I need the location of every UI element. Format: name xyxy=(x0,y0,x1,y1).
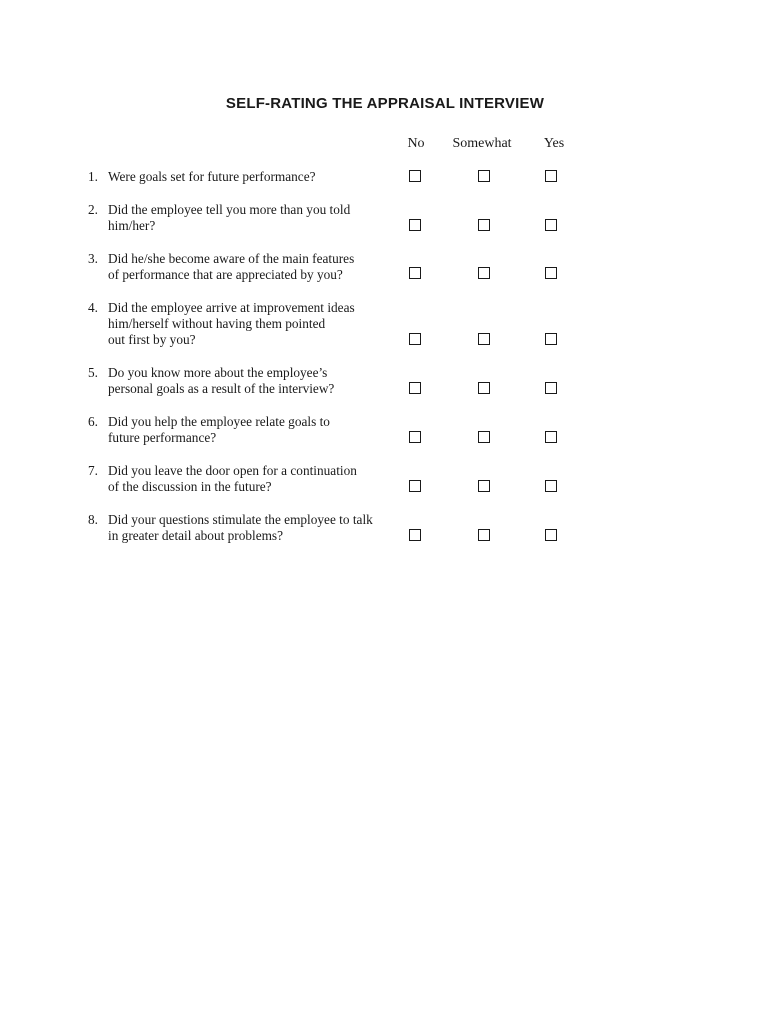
q4-yes-checkbox[interactable] xyxy=(545,333,557,345)
page-title: SELF-RATING THE APPRAISAL INTERVIEW xyxy=(225,95,545,112)
question-number: 3. xyxy=(88,251,98,266)
question-number: 4. xyxy=(88,300,98,315)
q6-no-checkbox[interactable] xyxy=(409,431,421,443)
q1-no-checkbox[interactable] xyxy=(409,170,421,182)
question-text-line: in greater detail about problems? xyxy=(108,528,284,543)
question-6 xyxy=(88,414,398,446)
q1-yes-checkbox[interactable] xyxy=(545,170,557,182)
question-text-line: Did the employee arrive at improvement ideas xyxy=(108,300,355,315)
q7-somewhat-checkbox[interactable] xyxy=(478,480,490,492)
q5-yes-checkbox[interactable] xyxy=(545,382,557,394)
question-1 xyxy=(88,169,398,185)
column-header-yes: Yes xyxy=(543,136,565,151)
column-header-no: No xyxy=(407,136,425,151)
q7-no-checkbox[interactable] xyxy=(409,480,421,492)
q2-yes-checkbox[interactable] xyxy=(545,219,557,231)
question-text-line: out first by you? xyxy=(108,332,196,347)
q6-yes-checkbox[interactable] xyxy=(545,431,557,443)
q6-somewhat-checkbox[interactable] xyxy=(478,431,490,443)
question-8 xyxy=(88,512,398,544)
question-text-line: personal goals as a result of the interview? xyxy=(108,381,335,396)
q5-no-checkbox[interactable] xyxy=(409,382,421,394)
column-header-somewhat: Somewhat xyxy=(452,136,512,151)
question-text-line: of performance that are appreciated by you? xyxy=(108,267,343,282)
question-number: 6. xyxy=(88,414,98,429)
q7-yes-checkbox[interactable] xyxy=(545,480,557,492)
question-7 xyxy=(88,463,398,495)
q8-yes-checkbox[interactable] xyxy=(545,529,557,541)
question-text-line: Did the employee tell you more than you told xyxy=(108,202,351,217)
q4-no-checkbox[interactable] xyxy=(409,333,421,345)
question-number: 1. xyxy=(88,169,98,184)
q3-no-checkbox[interactable] xyxy=(409,267,421,279)
question-3 xyxy=(88,251,398,283)
q3-somewhat-checkbox[interactable] xyxy=(478,267,490,279)
q2-no-checkbox[interactable] xyxy=(409,219,421,231)
question-2 xyxy=(88,202,398,234)
q2-somewhat-checkbox[interactable] xyxy=(478,219,490,231)
q8-no-checkbox[interactable] xyxy=(409,529,421,541)
question-text-line: of the discussion in the future? xyxy=(108,479,272,494)
q3-yes-checkbox[interactable] xyxy=(545,267,557,279)
question-text-line: Did you leave the door open for a continuation xyxy=(108,463,357,478)
q8-somewhat-checkbox[interactable] xyxy=(478,529,490,541)
q4-somewhat-checkbox[interactable] xyxy=(478,333,490,345)
q1-somewhat-checkbox[interactable] xyxy=(478,170,490,182)
question-number: 7. xyxy=(88,463,98,478)
question-text-line: Were goals set for future performance? xyxy=(108,169,316,184)
question-number: 5. xyxy=(88,365,98,380)
question-4 xyxy=(88,300,398,348)
question-text-line: him/herself without having them pointed xyxy=(108,316,326,331)
question-number: 2. xyxy=(88,202,98,217)
question-text-line: him/her? xyxy=(108,218,156,233)
question-number: 8. xyxy=(88,512,98,527)
question-text-line: Did your questions stimulate the employee to talk xyxy=(108,512,373,527)
q5-somewhat-checkbox[interactable] xyxy=(478,382,490,394)
question-text-line: Did you help the employee relate goals to xyxy=(108,414,330,429)
question-text-line: Did he/she become aware of the main features xyxy=(108,251,355,266)
question-text-line: future performance? xyxy=(108,430,217,445)
question-5 xyxy=(88,365,398,397)
question-text-line: Do you know more about the employee’s xyxy=(108,365,328,380)
